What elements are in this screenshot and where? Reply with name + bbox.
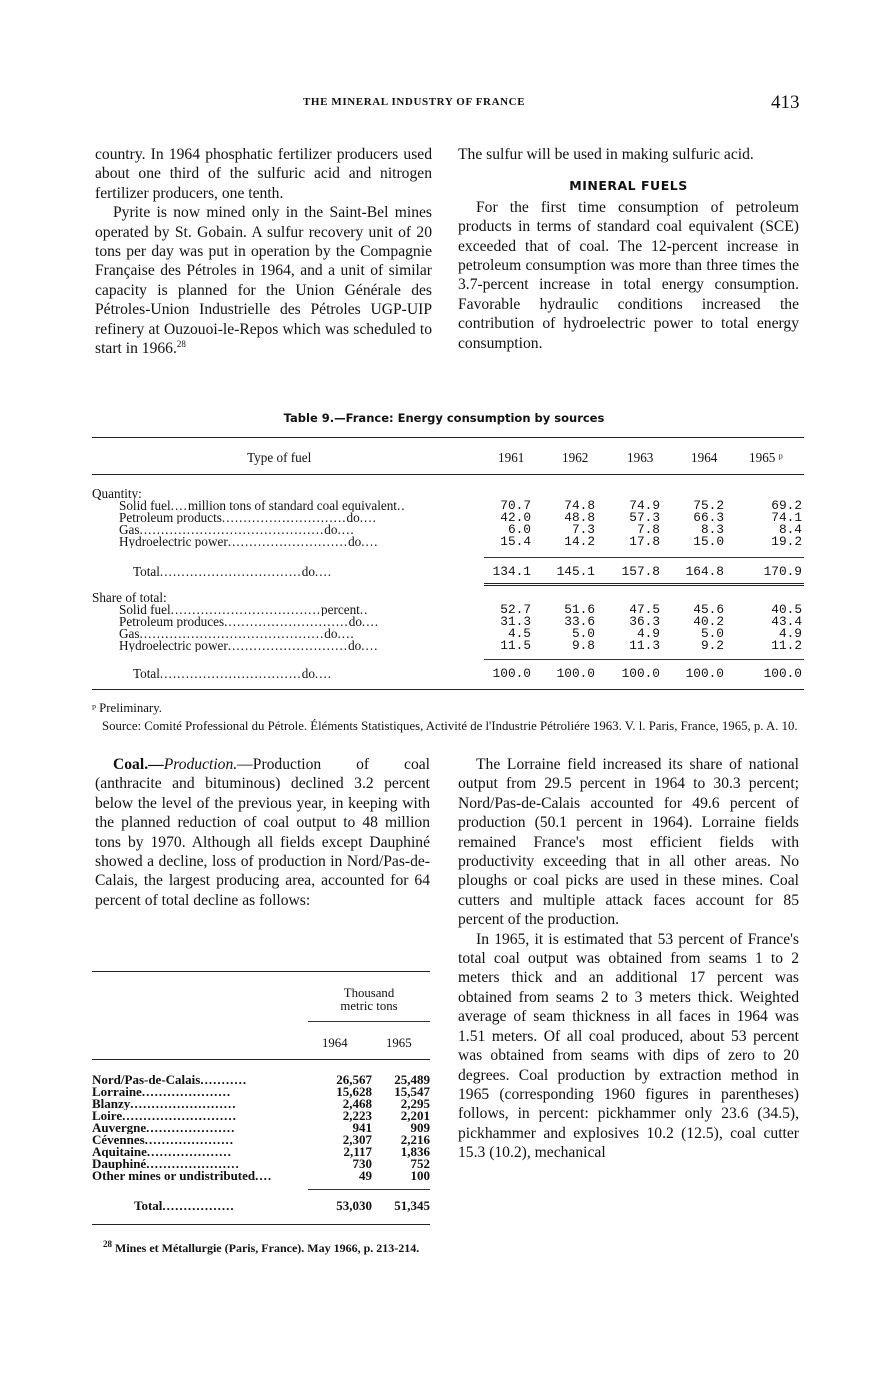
paragraph-lorraine: The Lorraine field increased its share of national output from 29.5 percent in 1964 to 30.3 percent; Nord/Pas-de-Calais accounted for 49.6 percent of production (50.1 percent in 1964). Lorraine fields remained France's most efficient fields with productivity exceeding that in all other areas. No ploughs or coal picks are used in these mines. Coal cutters and multiple attack faces account for 85 percent of the production. — [458, 756, 799, 929]
table-row: Solid fuel....million tons of standard coal equivalent.. 70.7 74.8 74.9 75.2 69.2 — [119, 498, 802, 513]
coal-table-bottom-rule — [92, 1224, 430, 1225]
table-row: Loire........................... 2,223 2,201 — [92, 1108, 430, 1123]
table-9-header — [92, 449, 804, 471]
table-row: Petroleum produces.............................do.... 31.3 33.6 36.3 40.2 43.4 — [119, 614, 802, 629]
table-row: Dauphiné...................... 730 752 — [92, 1156, 430, 1171]
table-row: Other mines or undistributed.... 49 100 — [92, 1168, 430, 1183]
paragraph-fertilizer: country. In 1964 phosphatic fertilizer producers used about one third of the sulfuric acid and nitrogen fertilizer producers, one tenth. — [95, 146, 432, 202]
source-note: Source: Comité Professional du Pétrole. Éléments Statistiques, Activité de l'Industrie Pétroliére 1963. V. l. Paris, France, 1965, p. A. 10. — [102, 719, 798, 733]
paragraph-pyrite: Pyrite is now mined only in the Saint-Bel mines operated by St. Gobain. A sulfur recovery unit of 20 tons per day was put in operation by the Compagnie Française des Pétroles in 1964, and a unit of similar capacity is planned for the Union Générale des Pétroles-Union Industrielle des Pétroles UGP-UIP refinery at Ouzouoi-le-Repos which was scheduled to start in 1966.28 — [95, 204, 432, 358]
table-9-top-rule — [92, 437, 804, 438]
total-double-rule — [484, 583, 804, 586]
table-9-notes — [92, 701, 804, 733]
table-9-header-rule — [92, 474, 804, 475]
table-9-bottom-rule — [92, 689, 804, 690]
table-row: Blanzy......................... 2,468 2,295 — [92, 1096, 430, 1111]
paragraph-sulfur: The sulfur will be used in making sulfuric acid. — [458, 146, 754, 163]
footnote-28: $^{28}$ Mines et Métallurgie (Paris, France). May 1966, p. 213-214. — [103, 1239, 420, 1255]
subtotal-rule — [484, 557, 804, 558]
table-row: Auvergne..................... 941 909 — [92, 1120, 430, 1135]
subtotal-rule — [484, 659, 804, 660]
right-column-top — [458, 145, 799, 353]
table-row: Cévennes..................... 2,307 2,216 — [92, 1132, 430, 1147]
section-label-share: Share of total: — [92, 592, 167, 604]
col-header-type-of-fuel: Type of fuel — [247, 450, 312, 465]
table-9-title: Table 9.—France: Energy consumption by sources — [283, 411, 605, 425]
col-header-year: 1962 — [562, 450, 589, 465]
col-header-year: 1965 ᵖ — [749, 450, 783, 465]
left-column-bottom — [95, 755, 430, 910]
table-row: Lorraine..................... 15,628 15,547 — [92, 1084, 430, 1099]
table-row-total: Total................. 53,030 51,345 — [134, 1198, 430, 1213]
table-row: Gas...........................................do.... 4.5 5.0 4.9 5.0 4.9 — [119, 626, 802, 641]
col-header-year: 1963 — [627, 450, 654, 465]
paragraph-seams: In 1965, it is estimated that 53 percent of France's total coal output was obtained from seams 1 to 2 meters thick and an additional 17 percent was obtained from seams 2 to 3 meters thick. Weighted average of seam thickness in all faces in 1964 was 1.51 meters. Of all coal produced, about 53 percent was obtained from seams with dips of zero to 20 degrees. Coal production by extraction method in 1965 (corresponding 1960 figures in parentheses) follows, in percent: pickhammer only 23.6 (34.5), pickhammer and explosives 10.2 (12.5), coal cutter 15.3 (10.2), mechanical — [458, 930, 799, 1162]
table-row: Hydroelectric power............................do.... 15.4 14.2 17.8 15.0 19.2 — [119, 534, 802, 549]
table-row-total: Total.................................do.... 100.0 100.0 100.0 100.0 100.0 — [133, 666, 802, 681]
paragraph-mineral-fuels: For the first time consumption of petroleum products in terms of standard coal equivalent (SCE) exceeded that of coal. The 12-percent increase in petroleum consumption was more than three times the 3.7-percent increase in total energy consumption. Favorable hydraulic conditions increased the contribution of hydroelectric power to total energy consumption. — [458, 198, 799, 352]
col-header-year: 1965 — [386, 1036, 412, 1050]
table-row-total: Total.................................do.... 134.1 145.1 157.8 164.8 170.9 — [133, 564, 802, 579]
coal-table-header-rule — [92, 1059, 430, 1060]
coal-subtotal-rule — [308, 1189, 430, 1190]
col-header-year: 1961 — [498, 450, 525, 465]
table-row: Nord/Pas-de-Calais........... 26,567 25,489 — [92, 1072, 430, 1087]
table-row: Solid fuel...................................percent.. 52.7 51.6 47.5 45.6 40.5 — [119, 602, 802, 617]
page-number: 413 — [771, 92, 800, 113]
preliminary-note: ᵖ Preliminary. — [92, 701, 162, 715]
unit-header-rule — [308, 1021, 430, 1022]
coal-table-unit-header: Thousand metric tons — [340, 986, 398, 1013]
section-label-quantity: Quantity: — [92, 488, 142, 500]
footnote-ref[interactable]: 28 — [176, 338, 186, 349]
col-header-year: 1964 — [322, 1036, 348, 1050]
table-row: Hydroelectric power............................do.... 11.5 9.8 11.3 9.2 11.2 — [119, 638, 802, 653]
table-row: Aquitaine.................... 2,117 1,836 — [92, 1144, 430, 1159]
right-column-bottom — [458, 755, 799, 1163]
table-row: Gas...........................................do.... 6.0 7.3 7.8 8.3 8.4 — [119, 522, 802, 537]
coal-table-top-rule — [92, 971, 430, 972]
col-header-year: 1964 — [691, 450, 718, 465]
running-title: THE MINERAL INDUSTRY OF FRANCE — [303, 96, 526, 108]
section-heading-mineral-fuels: MINERAL FUELS — [569, 178, 688, 194]
paragraph-coal-production: Coal.—Production.—Production of coal (anthracite and bituminous) declined 3.2 percent below the level of the previous year, in keeping with the planned reduction of coal output to 48 million tons by 1970. Although all fields except Dauphiné showed a decline, loss of production in Nord/Pas-de-Calais, the largest producing area, accounted for 64 percent of total decline as follows: — [95, 756, 430, 909]
table-row: Petroleum products.............................do.... 42.0 48.8 57.3 66.3 74.1 — [119, 510, 802, 525]
left-column-top — [95, 145, 432, 358]
